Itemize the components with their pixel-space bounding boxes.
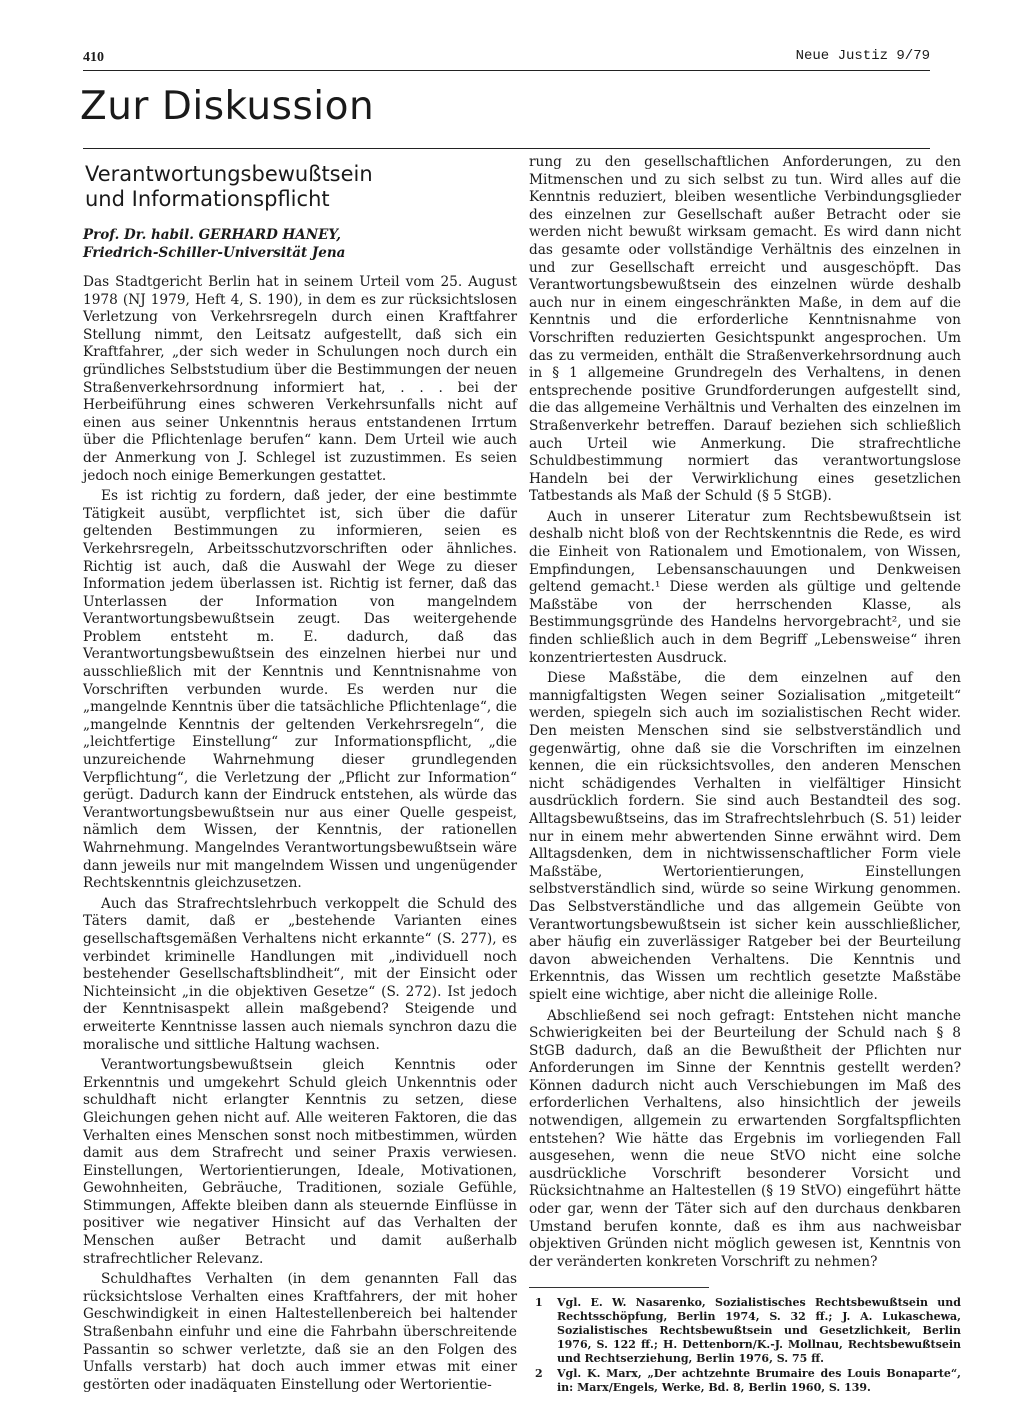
author-affiliation: Friedrich-Schiller-Universität Jena	[83, 245, 346, 261]
paragraph: Das Stadtgericht Berlin hat in seinem Urteil vom 25. August 1978 (NJ 1979, Heft 4, S. 190), in dem es zur rücksichtslosen Verletzung von Verkehrsregeln durch einen Kraftfahrer Stellung nimmt, den Leitsatz aufgestellt, daß sich ein Kraftfahrer, „der sich weder in Schulungen noch durch ein gründliches Selbststudium über die Bestimmungen der neuen Straßenverkehrsordnung informiert hat, . . . bei der Herbeiführung eines schweren Verkehrsunfalls nicht auf einen aus seiner Unkenntnis heraus entstandenen Irrtum über die Pflichtenlage berufen“ kann. Dem Urteil wie auch der Anmerkung von J. Schlegel ist zuzustimmen. Es seien jedoch noch einige Bemerkungen gestattet.	[83, 274, 517, 484]
header-rule	[83, 70, 930, 71]
section-rule	[83, 148, 930, 149]
footnote-number: 1	[535, 1296, 543, 1310]
paragraph: Diese Maßstäbe, die dem einzelnen auf den mannigfaltigsten Wegen seiner Sozialisation „mitgeteilt“ werden, spiegeln sich auch im sozialistischen Recht wider. Den meisten Menschen sind sie selbstverständlich und gegenwärtig, ohne daß sie die Vorschriften im einzelnen kennen, die ein rücksichtsvolles, den anderen Menschen nicht schädigendes Verhalten in vielfältiger Hinsicht ausdrücklich fordern. Sie sind auch Bestandteil des sog. Alltagsbewußtseins, das im Strafrechtslehrbuch (S. 51) leider nur in einem mehr abwertenden Sinne erwähnt wird. Dem Alltagsdenken, dem in nichtwissenschaftlicher Form viele Maßstäbe, Wertorientierungen, Einstellungen selbstverständlich sind, würde so seine Wirkung genommen. Das Selbstverständliche und das allgemein Geübte von Verantwortungsbewußtsein ist sicher kein ausschließlicher, aber häufig ein zuverlässiger Ratgeber bei der Beurteilung davon abweichenden Verhaltens. Die Kenntnis und Erkenntnis, das Wissen um rechtlich gesetzte Maßstäbe spielt eine wichtige, aber nicht die alleinige Rolle.	[529, 670, 961, 1003]
paragraph: Auch das Strafrechtslehrbuch verkoppelt die Schuld des Täters damit, daß er „bestehende Varianten eines gesellschaftsgemäßen Verhaltens nicht erkannte“ (S. 277), es verbindet kriminelle Handlungen mit „individuell noch bestehender Gesellschaftsblindheit“, mit der Einsicht oder Nichteinsicht „in die objektiven Gesetze“ (S. 272). Ist jedoch der Kenntnisaspekt allein maßgebend? Steigende und erweiterte Kenntnisse lassen auch niemals synchron dazu die moralische und sittliche Haltung wachsen.	[83, 895, 517, 1053]
author-byline	[83, 226, 517, 262]
article-title-line-2: und Informationspflicht	[85, 187, 330, 211]
footnote	[529, 1367, 961, 1395]
footnotes	[529, 1296, 961, 1395]
paragraph: Auch in unserer Literatur zum Rechtsbewußtsein ist deshalb nicht bloß von der Rechtskenntnis die Rede, es wird die Einheit von Rationalem und Emotionalem, von Wissen, Empfindungen, Lebensanschauungen und Denkweisen geltend gemacht.¹ Diese werden als gültige und geltende Maßstäbe von der herrschenden Klasse, als Bestimmungsgründe des Handelns hervorgebracht², und sie finden schließlich auch in dem Begriff „Lebensweise“ ihren konzentriertesten Ausdruck.	[529, 508, 961, 666]
paragraph: Verantwortungsbewußtsein gleich Kenntnis oder Erkenntnis und umgekehrt Schuld gleich Unkenntnis oder schuldhaft nicht erlangter Kenntnis zu setzen, diese Gleichungen gehen nicht auf. Alle weiteren Faktoren, die das Verhalten eines Menschen sonst noch mitbestimmen, würden damit aus dem Strafrecht und seiner Praxis verwiesen. Einstellungen, Wertorientierungen, Ideale, Motivationen, Gewohnheiten, Gebräuche, Traditionen, soziale Gefühle, Stimmungen, Affekte bleiben dann als steuernde Einflüsse in positiver wie negativer Hinsicht auf das Verhalten der Menschen außer Betracht und damit außerhalb strafrechtlicher Relevanz.	[83, 1057, 517, 1267]
paragraph: Es ist richtig zu fordern, daß jeder, der eine bestimmte Tätigkeit ausübt, verpflichtet ist, sich über die dafür geltenden Bestimmungen zu informieren, seien es Verkehrsregeln, Arbeitsschutzvorschriften oder ähnliches. Richtig ist auch, daß die Auswahl der Wege zu dieser Information jedem überlassen ist. Richtig ist ferner, daß das Unterlassen der Information von mangelndem Verantwortungsbewußtsein zeugt. Das weitergehende Problem entsteht m. E. dadurch, daß das Verantwortungsbewußtsein des einzelnen hierbei nur und ausschließlich mit der Kenntnis und Kenntnisnahme von Vorschriften verbunden wurde. Es werden nur die „mangelnde Kenntnis über die tatsächliche Pflichtenlage“, die „mangelnde Kenntnis der geltenden Verkehrsregeln“, die „leichtfertige Einstellung“ zur Informationspflicht, „die unzureichende Wahrnehmung dieser grundlegenden Verpflichtung“, die Verletzung der „Pflicht zur Information“ gerügt. Dadurch kann der Eindruck entstehen, als würde das Verantwortungsbewußtsein nur aus einer Quelle gespeist, nämlich dem Wissen, der Kenntnis, der rationellen Wahrnehmung. Mangelndes Verantwortungsbewußtsein wäre dann jeweils nur mit mangelndem Wissen und ungenügender Rechtskenntnis gleichzusetzen.	[83, 488, 517, 892]
paragraph: Abschließend sei noch gefragt: Entstehen nicht manche Schwierigkeiten bei der Beurteilung der Schuld nach § 8 StGB dadurch, daß an die Bewußtheit der Pflichten nur Anforderungen im Sinne der Kenntnis gestellt werden? Können dadurch nicht auch Verschiebungen im Maß des erforderlichen Verhaltens, also hinsichtlich der jeweils notwendigen, allgemein zu erwartenden Sorgfaltspflichten entstehen? Wie hätte das Ergebnis im vorliegenden Fall ausgesehen, wenn die neue StVO nicht eine solche ausdrückliche Vorschrift besonderer Vorsicht und Rücksichtnahme an Haltestellen (§ 19 StVO) eingeführt hätte oder gar, wenn der Täter sich auf den durchaus denkbaren Umstand berufen konnte, daß es ihm aus nachweisbar objektiven Gründen nicht möglich gewesen ist, Kenntnis von der veränderten konkreten Vorschrift zu nehmen?	[529, 1007, 961, 1270]
footnote-rule	[529, 1287, 709, 1288]
footnote-number: 2	[535, 1367, 543, 1381]
section-title: Zur Diskussion	[80, 84, 375, 129]
footnote-text: Vgl. K. Marx, „Der achtzehnte Brumaire des Louis Bonaparte“, in: Marx/Engels, Werke, Bd. 8, Berlin 1960, S. 139.	[557, 1367, 961, 1395]
left-column	[83, 154, 517, 1397]
footnote-text: Vgl. E. W. Nasarenko, Sozialistisches Rechtsbewußtsein und Rechtsschöpfung, Berlin 1974, S. 32 ff.; J. A. Lukaschewa, Sozialistisches Rechtsbewußtsein und Gesetzlichkeit, Berlin 1976, S. 122 ff.; H. Dettenborn/K.-J. Mollnau, Rechtsbewußtsein und Rechtserziehung, Berlin 1976, S. 75 ff.	[557, 1296, 961, 1366]
article-title	[85, 162, 517, 212]
paragraph: Schuldhaftes Verhalten (in dem genannten Fall das rücksichtslose Verhalten eines Kraftfahrers, der mit hoher Geschwindigkeit in einen Haltestellenbereich bei haltender Straßenbahn einfuhr und eine die Fahrbahn überschreitende Passantin so schwer verletzte, daß sie an den Folgen des Unfalls verstarb) hat doch auch immer etwas mit einer gestörten oder inadäquaten Einstellung oder Wertorientie-	[83, 1271, 517, 1393]
right-column	[529, 154, 961, 1396]
footnote	[529, 1296, 961, 1366]
journal-issue: Neue Justiz 9/79	[795, 48, 930, 64]
article-title-line-1: Verantwortungsbewußtsein	[85, 162, 373, 186]
page-number: 410	[83, 50, 104, 65]
author-name: Prof. Dr. habil. GERHARD HANEY,	[83, 227, 341, 243]
paragraph: rung zu den gesellschaftlichen Anforderungen, zu den Mitmenschen und zu sich selbst zu tun. Wird alles auf die Kenntnis reduziert, bleiben wesentliche Verbindungsglieder des einzelnen zur Gesellschaft außer Betracht oder sie werden nicht bewußt wirksam gemacht. Es wird dann nicht das gesamte oder vollständige Verhältnis des einzelnen in und zur Gesellschaft erreicht und ausgeschöpft. Das Verantwortungsbewußtsein des einzelnen würde deshalb auch nur in einem eingeschränkten Maße, in dem auf die Kenntnis und die erforderliche Kenntnisnahme von Vorschriften reduzierten Gesichtspunkt angesprochen. Um das zu vermeiden, enthält die Straßenverkehrsordnung auch in § 1 allgemeine Grundregeln des Verhaltens, in denen entsprechende positive Grundforderungen aufgestellt sind, die das allgemeine Verhältnis und Verhalten des einzelnen im Straßenverkehr betreffen. Darauf beziehen sich schließlich auch Urteil wie Anmerkung. Die strafrechtliche Schuldbestimmung normiert das verantwortungslose Handeln bei der Verwirklichung eines gesetzlichen Tatbestands als Maß der Schuld (§ 5 StGB).	[529, 154, 961, 505]
